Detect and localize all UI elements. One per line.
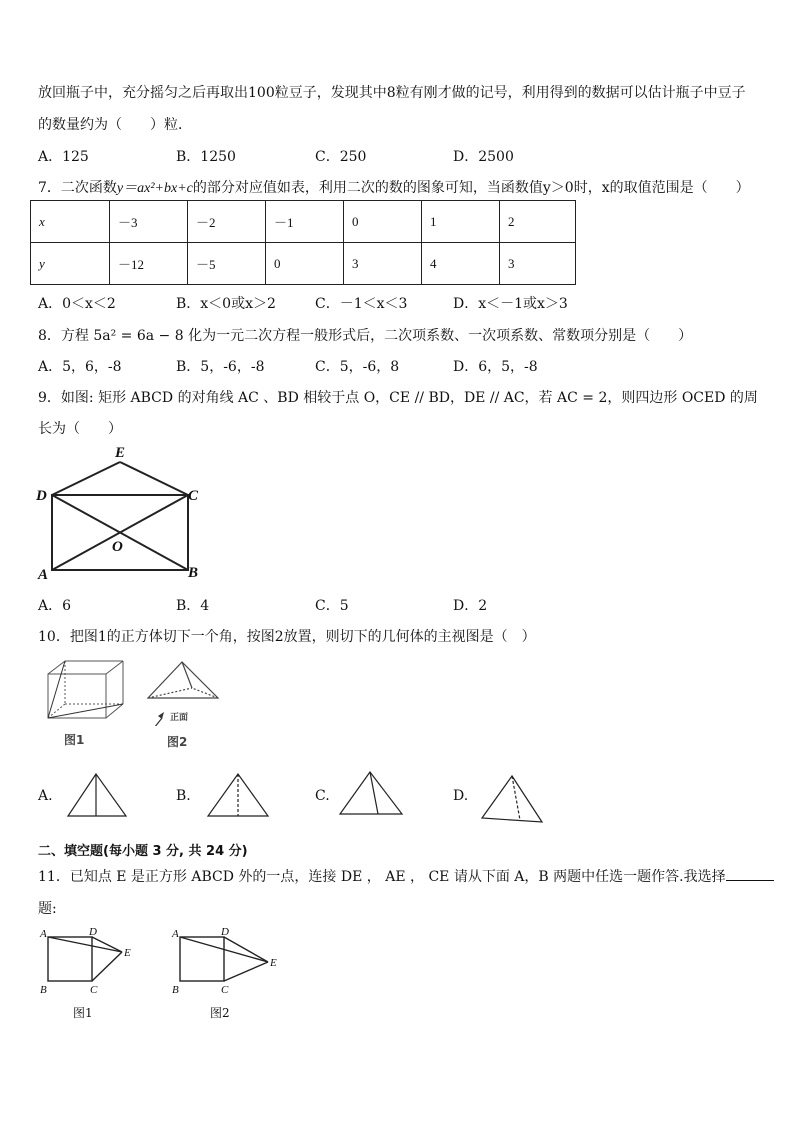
fig1-label-b: B (40, 984, 47, 996)
q10-option-c: C. (315, 788, 330, 804)
q8-option-a: A．5，6，-8 (38, 359, 122, 375)
table-cell: 4 (422, 243, 500, 285)
q6-line1: 放回瓶子中，充分摇匀之后再取出100粒豆子，发现其中8粒有刚才做的记号，利用得到的数据可以估计瓶子中豆子 (38, 85, 746, 101)
square-figure-2 (168, 925, 288, 1000)
q10-option-d: D. (453, 788, 469, 804)
label-d: D (36, 488, 47, 504)
q9-line1: 9．如图: 矩形 ABCD 的对角线 AC 、BD 相较于点 O，CE // BD，DE // AC，若 AC = 2，则四边形 OCED 的周 (38, 390, 758, 406)
q6-option-b: B．1250 (176, 149, 236, 165)
q10-option-b: B. (176, 788, 191, 804)
cube-figure-1 (40, 656, 130, 748)
q7-formula: y＝ax²+bx+c (116, 181, 193, 196)
q7-option-c: C．－1＜x＜3 (315, 296, 408, 312)
table-cell: 1 (422, 201, 500, 243)
fig2-label-a: A (172, 928, 179, 940)
table-cell: x (31, 201, 110, 243)
section-heading: 二、填空题(每小题 3 分, 共 24 分) (38, 844, 248, 859)
q7-option-a: A．0＜x＜2 (38, 296, 116, 312)
fig1-label-e: E (124, 947, 131, 959)
front-label: 正面 (170, 713, 189, 723)
q6-line2: 的数量约为（ ）粒． (38, 117, 192, 133)
table-cell: 2 (500, 201, 576, 243)
table-cell: 3 (500, 243, 576, 285)
fig2-label-e: E (270, 957, 277, 969)
rectangle-figure (30, 440, 210, 585)
cube-front-face (48, 674, 106, 718)
q9-option-c: C．5 (315, 598, 349, 614)
q8-option-b: B．5，-6，-8 (176, 359, 265, 375)
q8-stem: 8．方程 5a² = 6a − 8 化为一元二次方程一般形式后，二次项系数、一次项系数、常数项分别是（ ） (38, 328, 693, 344)
table-cell: 3 (344, 243, 422, 285)
q10-option-a: A. (38, 788, 53, 804)
option-d-view (480, 774, 544, 824)
q6-option-c: C．250 (315, 149, 367, 165)
arrow-icon (158, 712, 164, 719)
fig1-label-d: D (89, 926, 97, 938)
q10-stem: 10．把图1的正方体切下一个角，按图2放置，则切下的几何体的主视图是（ ） (38, 629, 536, 645)
label-o: O (112, 539, 123, 555)
q8-option-d: D．6，5，-8 (453, 359, 538, 375)
label-b: B (188, 565, 199, 581)
fig1-label-a: A (40, 928, 47, 940)
q11-fig1-caption: 图1 (73, 1006, 93, 1020)
answer-blank (726, 868, 774, 881)
fig2-label-b: B (172, 984, 179, 996)
table-cell: y (31, 243, 110, 285)
table-cell: －1 (266, 201, 344, 243)
q7-option-d: D．x＜－1或x＞3 (453, 296, 568, 312)
fig2-caption: 图2 (167, 735, 188, 749)
q8-option-c: C．5，-6，8 (315, 359, 400, 375)
fig2-label-d: D (221, 926, 229, 938)
q7-prefix: 7．二次函数 (38, 180, 117, 196)
option-c-view (338, 770, 404, 820)
table-cell: 0 (344, 201, 422, 243)
square-figure-1 (38, 925, 148, 1000)
q11-stem: 11．已知点 E 是正方形 ABCD 外的一点，连接 DE ， AE ， CE 请从下面 A，B 两题中任选一题作答.我选择 (38, 869, 726, 885)
label-c: C (188, 488, 199, 504)
square-abcd (48, 937, 92, 981)
fig2-label-c: C (221, 984, 229, 996)
fig1-label-c: C (90, 984, 98, 996)
q7-suffix: 的部分对应值如表，利用二次的数的图象可知，当函数值y＞0时，x的取值范围是（ ） (192, 180, 750, 196)
table-cell: 0 (266, 243, 344, 285)
table-cell: －5 (188, 243, 266, 285)
q9-option-d: D．2 (453, 598, 488, 614)
q9-option-b: B．4 (176, 598, 210, 614)
label-a: A (38, 567, 49, 583)
segment-de (52, 462, 120, 495)
table-cell: －2 (188, 201, 266, 243)
option-a-view (66, 772, 130, 820)
option-b-view (206, 772, 270, 820)
table-cell: －3 (110, 201, 188, 243)
fig1-caption: 图1 (64, 733, 85, 747)
q7-stem (38, 177, 750, 197)
value-table (30, 200, 576, 285)
q11-line1 (38, 866, 774, 886)
label-e: E (115, 445, 126, 461)
q9-option-a: A．6 (38, 598, 72, 614)
table-cell: －12 (110, 243, 188, 285)
table-row-y (31, 243, 576, 285)
pyramid-outline (148, 662, 218, 698)
q7-option-b: B．x＜0或x＞2 (176, 296, 276, 312)
q6-option-a: A．125 (38, 149, 89, 165)
q11-line2: 题: (38, 901, 57, 917)
q6-option-d: D．2500 (453, 149, 514, 165)
table-row-x (31, 201, 576, 243)
q9-line2: 长为（ ） (38, 421, 122, 437)
segment-ce (120, 462, 188, 495)
q11-fig2-caption: 图2 (210, 1006, 230, 1020)
